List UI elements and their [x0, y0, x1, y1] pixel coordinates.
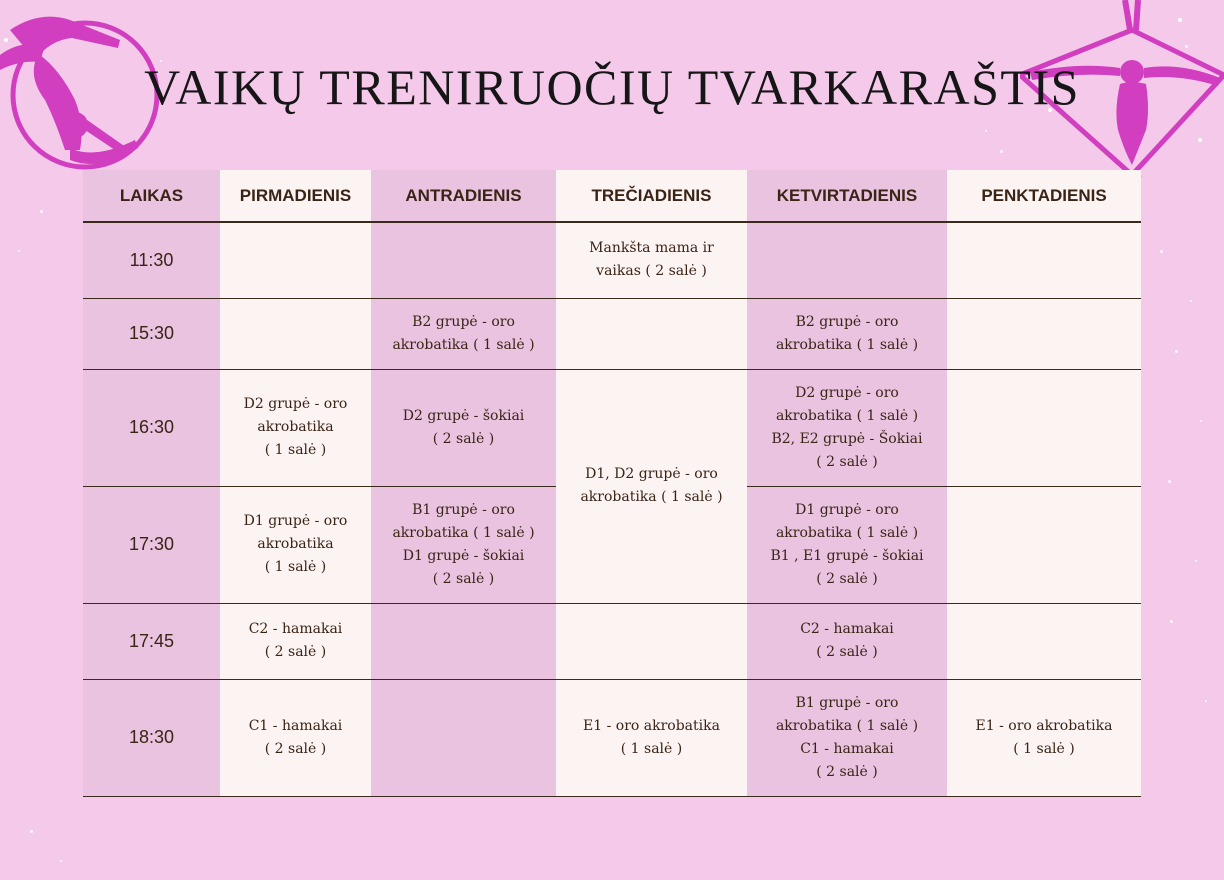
- time-cell: 15:30: [83, 298, 220, 369]
- thursday-cell: D2 grupė - oro akrobatika ( 1 salė ) B2, E2 grupė - Šokiai ( 2 salė ): [747, 369, 947, 486]
- wednesday-cell: D1, D2 grupė - oro akrobatika ( 1 salė ): [556, 369, 747, 603]
- table-row: [83, 298, 1141, 369]
- tuesday-cell: D2 grupė - šokiai ( 2 salė ): [371, 369, 556, 486]
- header-time: LAIKAS: [83, 170, 220, 222]
- friday-cell: E1 - oro akrobatika ( 1 salė ): [947, 679, 1141, 796]
- monday-cell: C2 - hamakai ( 2 salė ): [220, 603, 371, 679]
- time-cell: 17:45: [83, 603, 220, 679]
- time-cell: 11:30: [83, 222, 220, 298]
- friday-cell: [947, 369, 1141, 486]
- thursday-cell: B1 grupė - oro akrobatika ( 1 salė ) C1 - hamakai ( 2 salė ): [747, 679, 947, 796]
- thursday-cell: C2 - hamakai ( 2 salė ): [747, 603, 947, 679]
- tuesday-cell: [371, 222, 556, 298]
- tuesday-cell: B2 grupė - oro akrobatika ( 1 salė ): [371, 298, 556, 369]
- table-row: [83, 679, 1141, 796]
- monday-cell: [220, 222, 371, 298]
- thursday-cell: B2 grupė - oro akrobatika ( 1 salė ): [747, 298, 947, 369]
- header-thursday: KETVIRTADIENIS: [747, 170, 947, 222]
- header-row: [83, 170, 1141, 222]
- monday-cell: C1 - hamakai ( 2 salė ): [220, 679, 371, 796]
- time-cell: 17:30: [83, 486, 220, 603]
- monday-cell: [220, 298, 371, 369]
- thursday-cell: [747, 222, 947, 298]
- wednesday-cell: E1 - oro akrobatika ( 1 salė ): [556, 679, 747, 796]
- wednesday-cell: Mankšta mama ir vaikas ( 2 salė ): [556, 222, 747, 298]
- header-wednesday: TREČIADIENIS: [556, 170, 747, 222]
- friday-cell: [947, 603, 1141, 679]
- friday-cell: [947, 222, 1141, 298]
- table-row: [83, 603, 1141, 679]
- monday-cell: D2 grupė - oro akrobatika ( 1 salė ): [220, 369, 371, 486]
- tuesday-cell: [371, 603, 556, 679]
- time-cell: 18:30: [83, 679, 220, 796]
- friday-cell: [947, 486, 1141, 603]
- monday-cell: D1 grupė - oro akrobatika ( 1 salė ): [220, 486, 371, 603]
- tuesday-cell: B1 grupė - oro akrobatika ( 1 salė ) D1 grupė - šokiai ( 2 salė ): [371, 486, 556, 603]
- time-cell: 16:30: [83, 369, 220, 486]
- wednesday-cell: [556, 603, 747, 679]
- header-tuesday: ANTRADIENIS: [371, 170, 556, 222]
- friday-cell: [947, 298, 1141, 369]
- page-title: VAIKŲ TRENIRUOČIŲ TVARKARAŠTIS: [144, 59, 1080, 115]
- tuesday-cell: [371, 679, 556, 796]
- header-friday: PENKTADIENIS: [947, 170, 1141, 222]
- header-monday: PIRMADIENIS: [220, 170, 371, 222]
- schedule-table: [83, 170, 1141, 797]
- table-row: [83, 222, 1141, 298]
- thursday-cell: D1 grupė - oro akrobatika ( 1 salė ) B1 , E1 grupė - šokiai ( 2 salė ): [747, 486, 947, 603]
- table-row: [83, 369, 1141, 486]
- wednesday-cell: [556, 298, 747, 369]
